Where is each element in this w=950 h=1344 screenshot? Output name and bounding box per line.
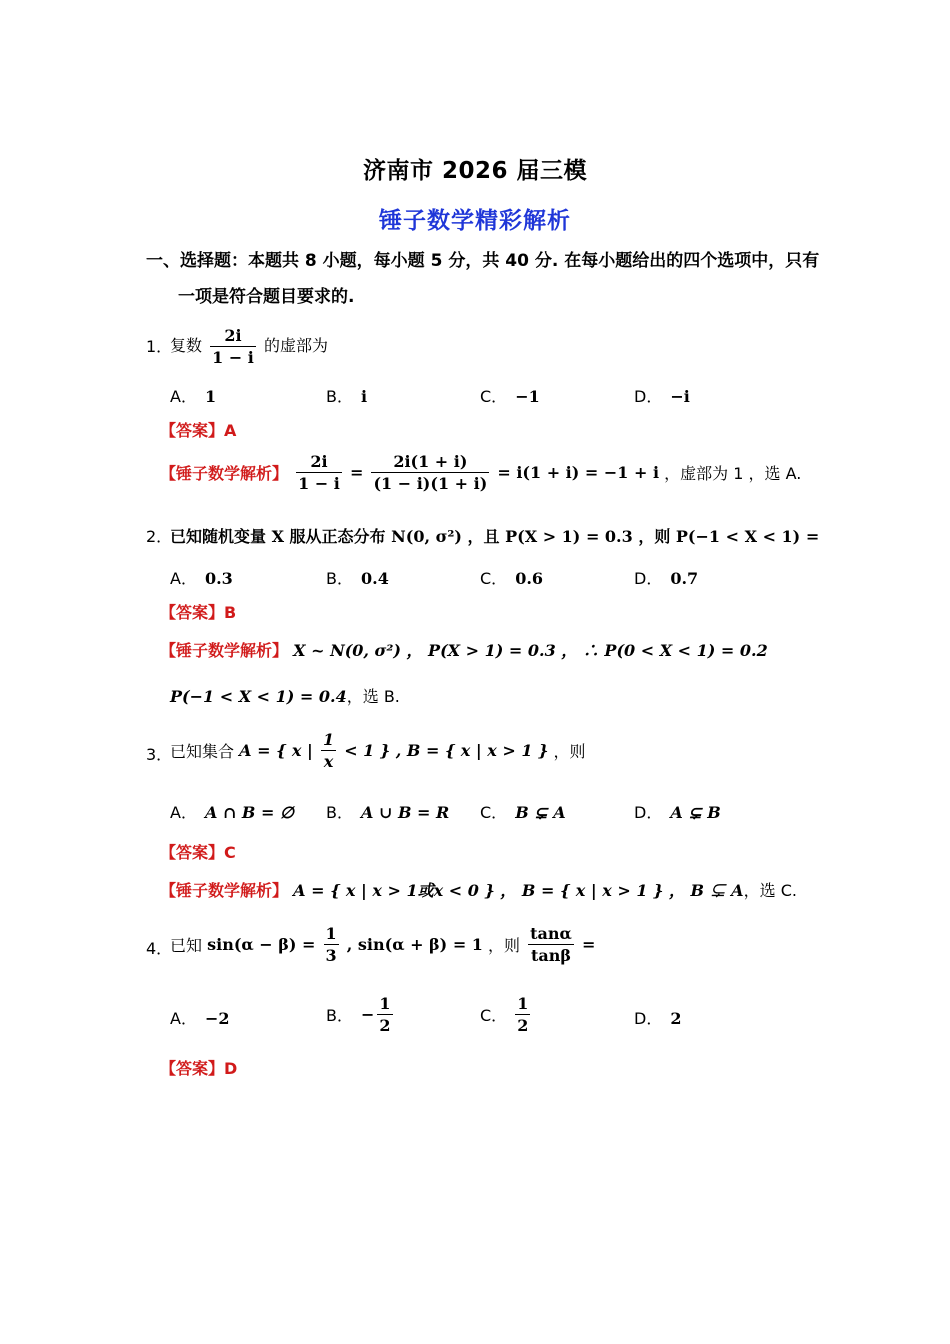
question-number: 4． [146,939,173,958]
option-label: B． [326,803,353,822]
option-label: B． [326,387,353,406]
numerator: 1 [325,924,337,943]
answer-value: A [224,421,237,440]
option-b [326,994,396,1035]
solution-tag: 【锤子数学解析】 [160,881,289,900]
question-number: 3． [146,745,173,764]
math-expression: X ~ N(0, σ²) ， P(X > 1) = 0.3 ， ∴ P(0 < X < 1) = 0.2 [293,641,768,660]
math-expression: < 1 } , B = { x | x > 1 } [344,741,549,760]
question-text: 已知随机变量 X 服从正态分布 N(0, σ²) ，且 P(X > 1) = 0.3 ，则 P(−1 < X < 1) = [170,527,820,546]
math-expression: , sin(α + β) = 1 [346,935,483,954]
fraction [210,326,256,367]
math-expression: sin(α − β) = [207,935,316,954]
option-c [480,800,566,823]
solution-tag: 【锤子数学解析】 [160,641,289,660]
stem-text: ，则 [488,936,521,955]
answer-prefix: 【答案】 [160,421,225,440]
solution-tag: 【锤子数学解析】 [160,464,289,483]
option-value: B ⊊ A [515,803,566,822]
page-subtitle: 锤子数学精彩解析 [379,208,571,234]
option-d [634,566,698,589]
solution-text: ，选 C. [743,881,797,900]
option-label: D． [634,387,663,406]
denominator: x [321,750,336,771]
equals-sign: = [349,463,364,482]
fraction [321,730,336,771]
denominator: 3 [325,946,337,965]
numerator: 1 [379,994,391,1013]
question-4-stem [0,924,950,970]
denominator: 1 − i [298,474,340,493]
option-d [634,1006,681,1029]
fraction [515,994,530,1035]
option-label: D． [634,569,663,588]
option-c [480,994,533,1035]
question-text [170,326,328,367]
option-value: i [360,387,368,406]
section-heading-line2: 一项是符合题目要求的. [178,287,355,307]
option-a [170,800,294,823]
answer-prefix: 【答案】 [160,1059,225,1078]
option-value: 2 [670,1009,682,1028]
option-c [480,566,543,589]
option-value: A ∪ B = R [360,803,450,822]
fraction [371,452,489,493]
option-a [170,384,216,407]
denominator: tanβ [528,944,574,965]
solution-text: ，虚部为 1 ，选 A. [664,464,802,483]
question-3-stem [0,730,950,776]
question-4-options [0,994,950,1040]
option-a [170,1006,230,1029]
option-label: C． [480,569,508,588]
section-heading [146,243,826,315]
math-expression: P(−1 < X < 1) = 0.4 [170,687,347,706]
option-value: −1 [515,387,540,406]
solution-3 [160,878,797,901]
fraction [324,924,339,965]
stem-text: ，则 [553,742,586,761]
option-value: A ∩ B = ∅ [204,803,294,822]
option-label: B． [326,569,353,588]
option-value: 1 [204,387,217,406]
option-d [634,384,690,407]
solution-1 [160,452,801,493]
option-value: 0.3 [204,569,233,588]
option-value: −i [670,387,690,406]
question-number: 1． [146,337,173,356]
numerator: 2i [224,326,242,345]
option-value: −2 [204,1009,230,1028]
math-expression: = [581,935,596,954]
option-b [326,384,367,407]
denominator: (1 − i)(1 + i) [373,474,488,493]
option-label: A． [170,569,197,588]
option-c [480,384,540,407]
question-text [170,924,595,965]
option-label: D． [634,1009,663,1028]
page-title: 济南市 2026 届三模 [362,158,588,184]
fraction [377,994,392,1035]
option-label: C． [480,387,508,406]
option-value: 0.6 [515,569,544,588]
option-value: 0.4 [360,569,389,588]
section-heading-line1: 一、选择题：本题共 8 小题，每小题 5 分，共 40 分. 在每小题给出的四个选项中，只有 [146,251,820,271]
option-b [326,800,449,823]
option-label: C． [480,1006,508,1025]
answer-prefix: 【答案】 [160,843,225,862]
answer-4 [160,1056,237,1079]
stem-text: 复数 [170,336,203,355]
denominator: 1 − i [212,348,254,367]
answer-prefix: 【答案】 [160,603,225,622]
numerator: tanα [530,924,572,943]
option-label: D． [634,803,663,822]
question-number: 2． [146,527,173,546]
numerator: 2i(1 + i) [393,452,468,471]
math-expression: A = { x | [239,741,313,760]
question-1-stem [0,326,950,366]
option-a [170,566,233,589]
solution-2-line1 [160,638,768,661]
numerator: 1 [517,994,529,1013]
answer-2 [160,600,236,623]
fraction [296,452,342,493]
option-b [326,566,389,589]
option-value: A ⊊ B [670,803,721,822]
solution-text: ，选 B. [346,687,400,706]
question-text [170,730,585,771]
denominator: 2 [379,1016,391,1035]
denominator: 2 [517,1016,529,1035]
answer-value: B [224,603,237,622]
option-label: A． [170,1009,197,1028]
math-expression: = i(1 + i) = −1 + i [497,463,660,482]
option-label: A． [170,803,197,822]
numerator: 2i [310,452,328,471]
solution-2-line2 [170,684,400,707]
option-d [634,800,721,823]
option-value: 0.7 [670,569,699,588]
option-label: C． [480,803,508,822]
answer-1 [160,418,236,441]
stem-text: 的虚部为 [263,336,328,355]
answer-value: C [224,843,236,862]
fraction [528,924,574,965]
stem-text: 已知集合 [170,742,235,761]
numerator: 1 [322,730,335,749]
option-value: − [360,1005,375,1024]
option-label: B． [326,1006,353,1025]
math-expression: A = { x | x > 1或x < 0 } ， B = { x | x > 1 } ， B ⊊ A [293,881,744,900]
stem-text: 已知 [170,936,203,955]
answer-3 [160,840,236,863]
option-label: A． [170,387,197,406]
answer-value: D [224,1059,238,1078]
